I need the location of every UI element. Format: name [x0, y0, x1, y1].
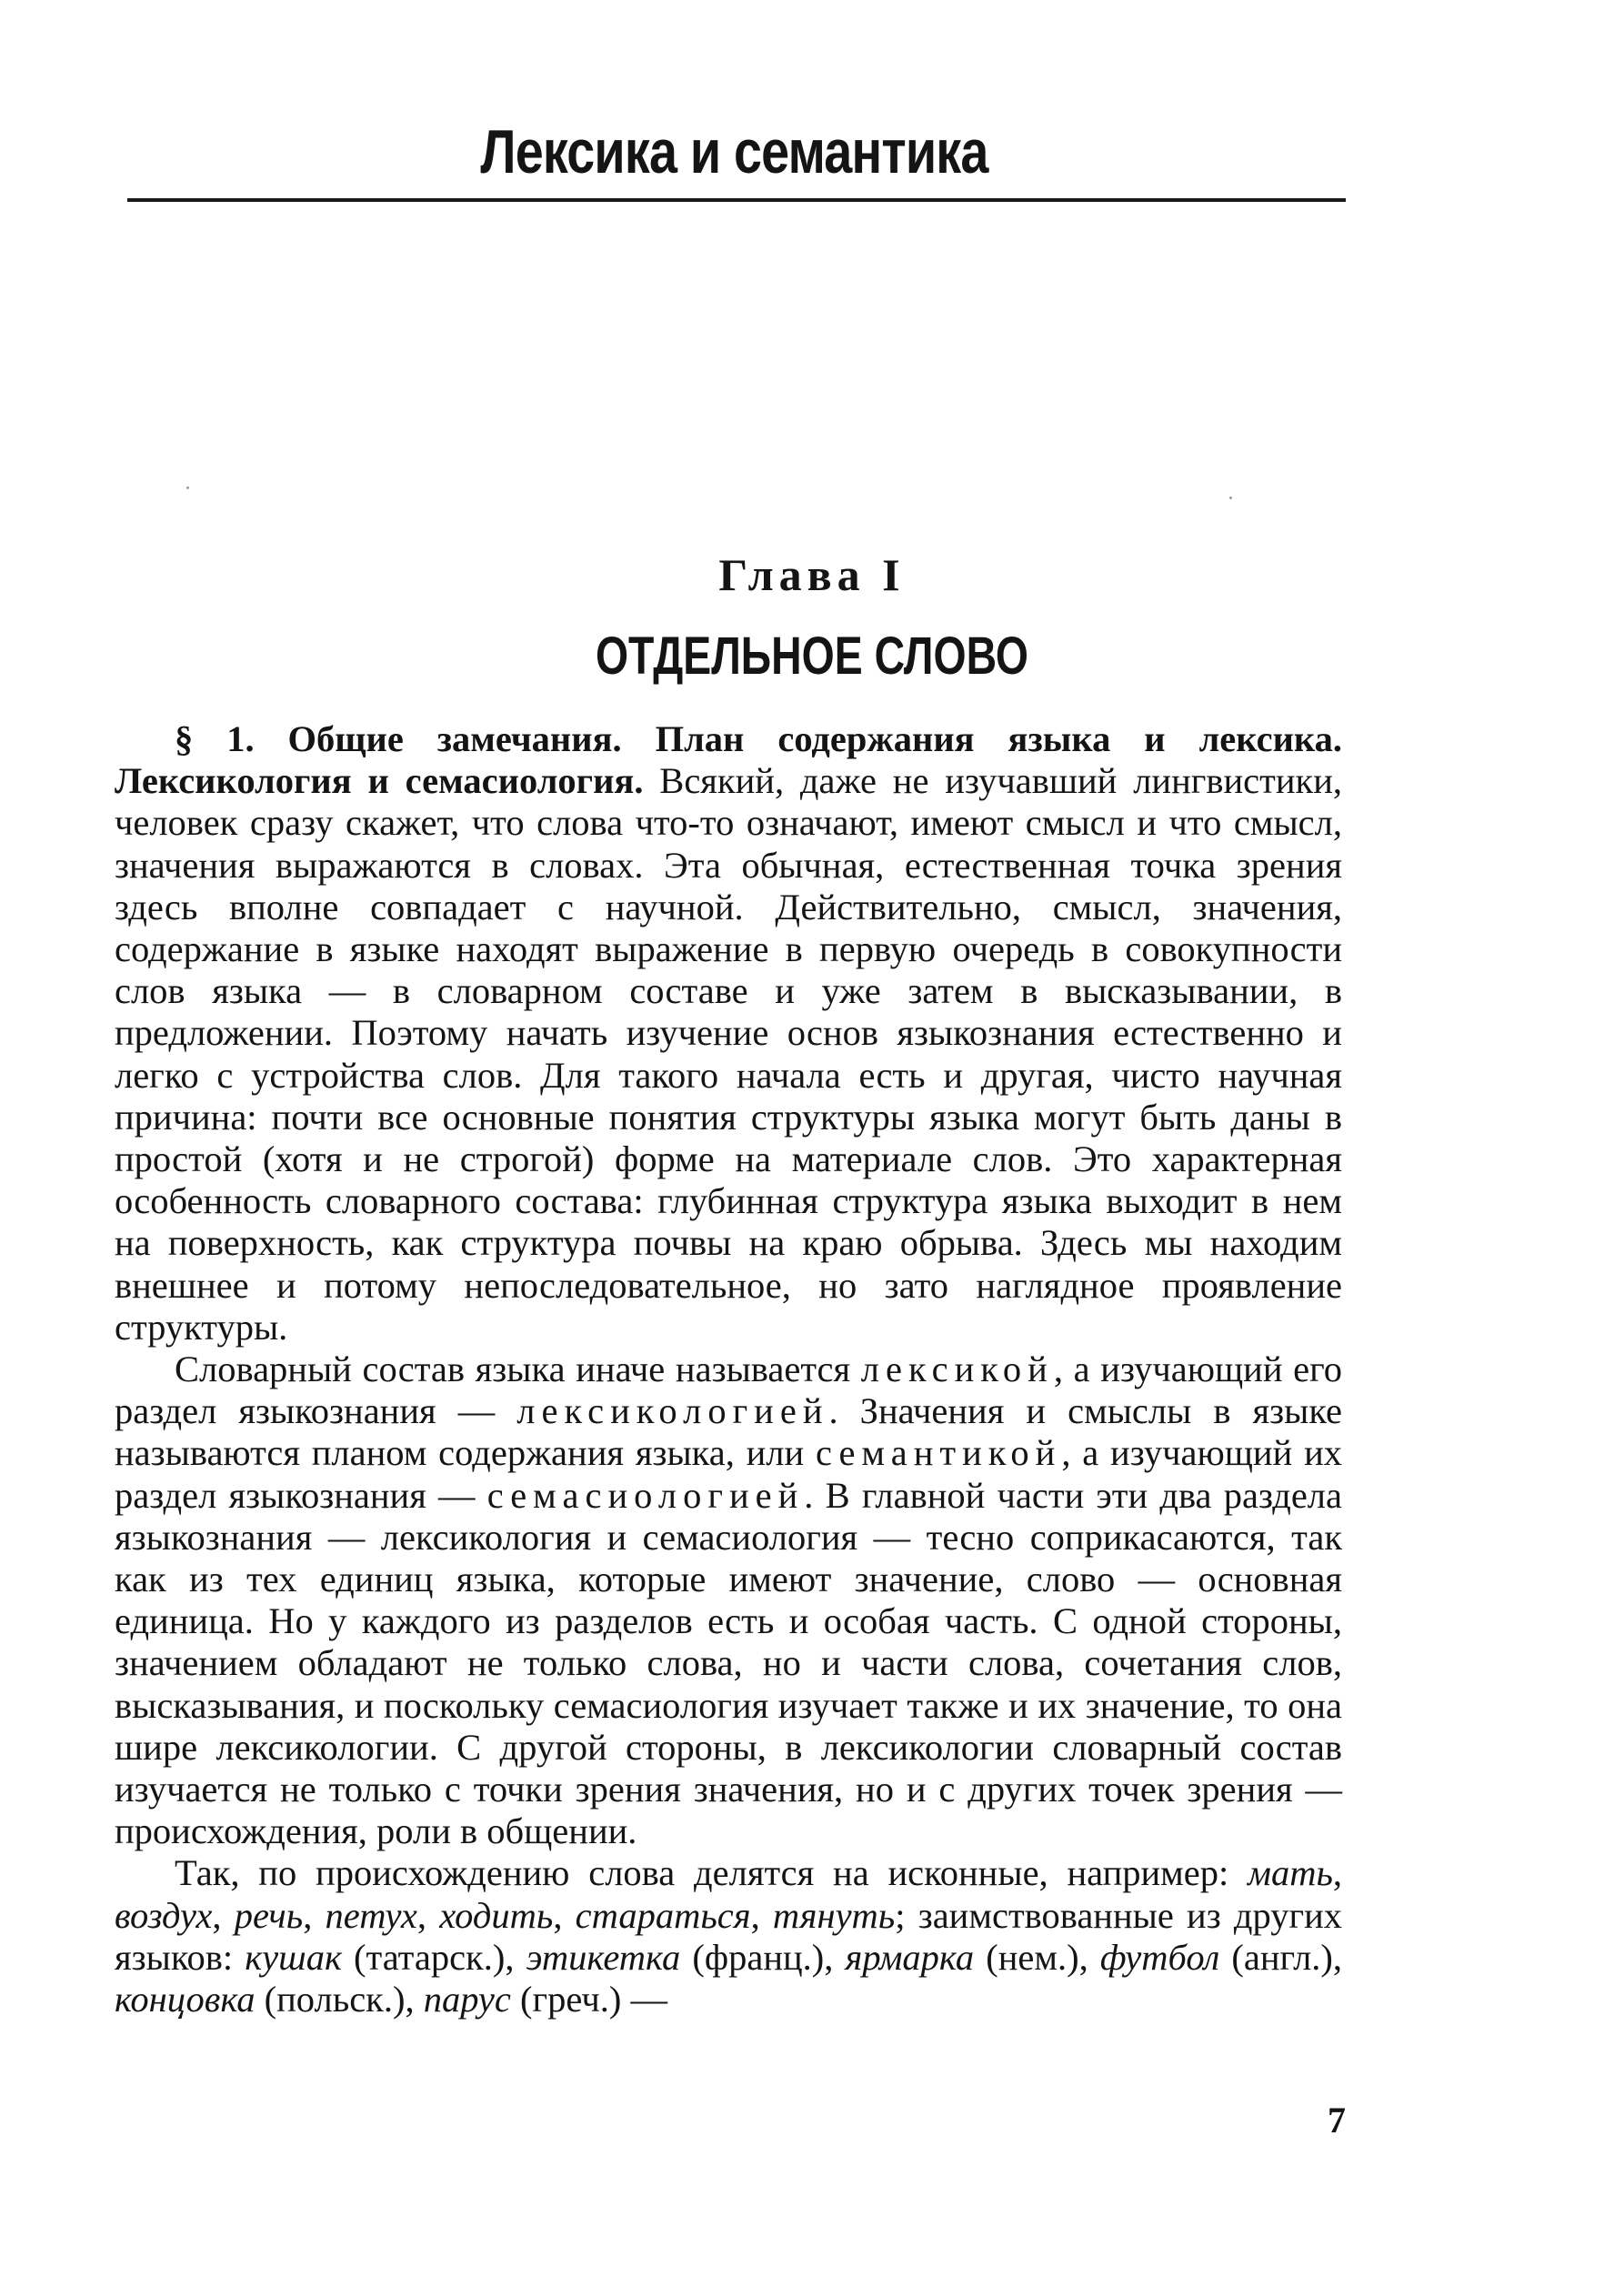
term-semasiology: семасиологией	[486, 1474, 805, 1516]
borrowed-word: футбол	[1099, 1936, 1220, 1978]
paragraph-1-text: Всякий, даже не изучавший лингвистики, человек сразу скажет, что слова что-то означают, имеют смысл и что смысл, значения выражаются в словах. Эта обычная, естественная точка зрения здесь вполне совпадает с научной. Действительно, смысл, значения, содержание в языке находят выражение в первую очередь в совокупности слов языка — в словарном составе и уже затем в высказывании, в предложении. Поэтому начать изучение основ языкознания естественно и легко с устройства слов. Для такого начала есть и другая, чисто научная причина: почти все основные понятия структуры языка могут быть даны в простой (хотя и не строгой) форме на материале слов. Это характерная особенность словарного состава: глубинная структура языка выходит в нем на поверхность, как структура почвы на краю обрыва. Здесь мы находим внешнее и потому непоследовательное, но зато наглядное проявление структуры.	[115, 760, 1342, 1348]
borrowed-word: концовка	[115, 1979, 256, 2020]
paragraph-3-text: —	[621, 1979, 667, 2020]
term-semantics: семантикой	[815, 1432, 1062, 1474]
paragraph-3-text: ; заимствованные из других языков:	[115, 1894, 1343, 1978]
native-word: воздух	[115, 1894, 213, 1936]
paragraph-3-text: Так, по происхождению слова делятся на исконные, например:	[175, 1852, 1248, 1894]
running-head: Лексика и семантика	[480, 117, 988, 186]
word-origin: (франц.)	[692, 1936, 825, 1978]
chapter-title: ОТДЕЛЬНОЕ СЛОВО	[595, 627, 1029, 686]
native-word: тянуть	[772, 1894, 896, 1936]
borrowed-word: парус	[423, 1979, 511, 2020]
paragraph-2-text: , а изучающий его раздел языкознания —	[115, 1349, 1342, 1432]
scan-speck	[186, 486, 189, 489]
paragraph-2-text: . В главной части эти два раздела языкознания — лексикология и семасиология — тесно соприкасаются, так как из тех единиц языка, которые имеют значение, слово — основная единица. Но у каждого из разделов есть и особая часть. С одной стороны, значением обладают не только слова, но и части слова, сочетания слов, высказывания, и поскольку семасиология изучает также и их значение, то она шире лексикологии. С другой стороны, в лексикологии словарный состав изучается не только с точки зрения значения, но и с других точек зрения — происхождения, роли в общении.	[115, 1474, 1342, 1852]
borrowed-word: кушак	[245, 1936, 342, 1978]
paragraph-1	[115, 718, 1342, 1349]
word-origin: (англ.)	[1231, 1936, 1333, 1978]
word-origin: (польск.)	[264, 1979, 406, 2020]
term-lexicon: лексикой	[860, 1349, 1054, 1390]
native-word: речь	[234, 1894, 304, 1936]
term-lexicology: лексикологией	[516, 1390, 829, 1432]
native-word: мать	[1248, 1852, 1333, 1894]
word-origin: (нем.)	[986, 1936, 1079, 1978]
paragraph-2	[115, 1349, 1342, 1852]
paragraph-2-text: , а изучающий их раздел языкознания —	[115, 1432, 1342, 1516]
native-word: ходить	[439, 1894, 554, 1936]
borrowed-word: этикетка	[526, 1936, 681, 1978]
borrowed-word: ярмарка	[845, 1936, 975, 1978]
scan-speck	[1229, 496, 1232, 499]
paragraph-2-text: . Значения и смыслы в языке называются планом содержания языка, или	[115, 1390, 1342, 1474]
section-heading: § 1. Общие замечания. План содержания языка и лексика. Лексикология и семасиология.	[115, 718, 1342, 802]
word-origin: (татарск.)	[354, 1936, 506, 1978]
native-word: стараться	[575, 1894, 751, 1936]
word-origin: (греч.)	[520, 1979, 622, 2020]
header-rule	[127, 198, 1346, 202]
paragraph-3: Так, по происхождению слова делятся на исконные, например: мать, воздух, речь, петух, ходить, стараться, тянуть; заимствованные из других языков: кушак (татарск.), этикетка (франц.), ярмарка (нем.), футбол (англ.), концовка (польск.), парус (греч.) —	[115, 1852, 1343, 2020]
native-word: петух	[325, 1894, 417, 1936]
chapter-label: Глава I	[718, 549, 906, 600]
page-number: 7	[1328, 2100, 1346, 2141]
body-text	[115, 718, 1342, 2020]
paragraph-2-text: Словарный состав языка иначе называется	[175, 1349, 861, 1390]
